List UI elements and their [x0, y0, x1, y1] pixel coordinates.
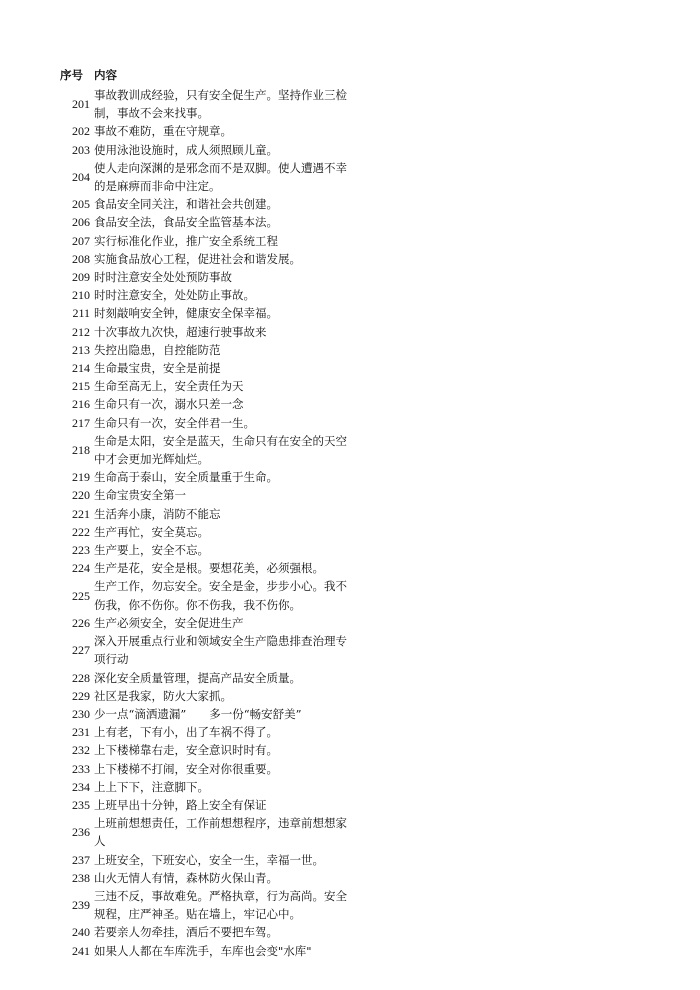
- row-content: 生产要上，安全不忘。: [94, 543, 209, 558]
- row-content: 山火无情人有情，森林防火保山青。: [94, 870, 278, 885]
- table-row: [60, 286, 350, 304]
- table-row: [60, 468, 350, 486]
- row-content: 实行标准化作业，推广安全系统工程: [94, 233, 278, 248]
- row-content: 上上下下，注意脚下。: [94, 779, 209, 794]
- row-number: 238: [72, 870, 90, 885]
- row-content: 少一点“滴洒遗漏” 多一份“畅安舒美”: [94, 706, 302, 721]
- table-row: [60, 159, 350, 195]
- row-content: 深化安全质量管理，提高产品安全质量。: [94, 670, 301, 685]
- row-number: 224: [72, 561, 90, 576]
- table-row: [60, 942, 350, 960]
- row-number: 204: [72, 169, 90, 184]
- row-number: 239: [72, 898, 90, 913]
- table-row: [60, 687, 350, 705]
- table-body: [60, 86, 350, 960]
- table-row: [60, 341, 350, 359]
- row-content: 生命最宝贵，安全是前提: [94, 361, 221, 376]
- row-number: 237: [72, 852, 90, 867]
- header-number: 序号: [60, 68, 83, 82]
- row-number: 206: [72, 215, 90, 230]
- row-number: 221: [72, 506, 90, 521]
- row-content: 失控出隐患，自控能防范: [94, 342, 221, 357]
- row-content: 生命至高无上，安全责任为天: [94, 379, 244, 394]
- row-number: 241: [72, 943, 90, 958]
- row-content: 食品安全同关注，和谐社会共创建。: [94, 197, 278, 212]
- row-number: 236: [72, 825, 90, 840]
- table-row: [60, 323, 350, 341]
- row-content: 生产是花，安全是根。要想花美，必须强根。: [94, 561, 324, 576]
- row-number: 226: [72, 615, 90, 630]
- row-number: 227: [72, 643, 90, 658]
- row-number: 207: [72, 233, 90, 248]
- table-row: [60, 359, 350, 377]
- table-row: [60, 887, 350, 923]
- row-number: 228: [72, 670, 90, 685]
- row-number: 230: [72, 706, 90, 721]
- row-number: 212: [72, 324, 90, 339]
- table-row: [60, 213, 350, 231]
- row-number: 225: [72, 588, 90, 603]
- table-row: [60, 778, 350, 796]
- row-content: 生命是太阳，安全是蓝天，生命只有在安全的天空中才会更加光辉灿烂。: [94, 433, 347, 467]
- row-content: 上下楼梯靠右走，安全意识时时有。: [94, 743, 278, 758]
- row-content: 时时注意安全，处处防止事故。: [94, 288, 255, 303]
- row-content: 上下楼梯不打闹，安全对你很重要。: [94, 761, 278, 776]
- table-row: [60, 869, 350, 887]
- table-row: [60, 923, 350, 941]
- table-row: [60, 559, 350, 577]
- table-row: [60, 669, 350, 687]
- row-content: 生命只有一次，溺水只差一念: [94, 397, 244, 412]
- row-content: 生产工作，勿忘安全。安全是金，步步小心。我不伤我，你不伤你。你不伤我，我不伤你。: [94, 579, 347, 612]
- row-number: 223: [72, 543, 90, 558]
- row-content: 使用泳池设施时，成人须照顾儿童。: [94, 142, 278, 157]
- slogan-table: [60, 66, 350, 960]
- row-number: 218: [72, 442, 90, 457]
- row-number: 214: [72, 361, 90, 376]
- row-content: 生活奔小康，消防不能忘: [94, 506, 221, 521]
- row-number: 233: [72, 761, 90, 776]
- table-row: [60, 268, 350, 286]
- row-content: 上班前想想责任，工作前想想程序，违章前想想家人: [94, 816, 347, 849]
- table-row: [60, 614, 350, 632]
- table-row: [60, 232, 350, 250]
- table-row: [60, 523, 350, 541]
- table-row: [60, 141, 350, 159]
- row-number: 201: [72, 97, 90, 112]
- table-row: [60, 395, 350, 413]
- table-row: [60, 851, 350, 869]
- row-number: 213: [72, 342, 90, 357]
- table-row: [60, 541, 350, 559]
- row-content: 事故不难防，重在守规章。: [94, 124, 232, 139]
- table-row: [60, 505, 350, 523]
- row-number: 231: [72, 725, 90, 740]
- row-number: 222: [72, 524, 90, 539]
- row-number: 209: [72, 270, 90, 285]
- table-row: [60, 486, 350, 504]
- row-content: 生命只有一次，安全伴君一生。: [94, 415, 255, 430]
- row-number: 234: [72, 779, 90, 794]
- row-number: 217: [72, 415, 90, 430]
- table-row: [60, 195, 350, 213]
- row-number: 211: [72, 306, 90, 321]
- table-row: [60, 814, 350, 850]
- table-row: [60, 796, 350, 814]
- row-number: 240: [72, 925, 90, 940]
- row-number: 235: [72, 797, 90, 812]
- row-content: 食品安全法，食品安全监管基本法。: [94, 215, 278, 230]
- row-content: 如果人人都在车库洗手，车库也会变"水库": [94, 943, 312, 958]
- table-row: [60, 741, 350, 759]
- row-content: 生命高于泰山，安全质量重于生命。: [94, 470, 278, 485]
- row-content: 使人走向深渊的是邪念而不是双脚。使人遭遇不幸的是麻痹而非命中注定。: [94, 160, 347, 194]
- row-content: 生产再忙，安全莫忘。: [94, 524, 209, 539]
- row-number: 215: [72, 379, 90, 394]
- table-row: [60, 377, 350, 395]
- row-number: 205: [72, 197, 90, 212]
- header-content: 内容: [94, 68, 117, 82]
- row-content: 生产必须安全，安全促进生产: [94, 615, 244, 630]
- row-number: 229: [72, 688, 90, 703]
- row-number: 219: [72, 470, 90, 485]
- row-number: 210: [72, 288, 90, 303]
- table-row: [60, 705, 350, 723]
- table-row: [60, 304, 350, 322]
- row-number: 232: [72, 743, 90, 758]
- table-row: [60, 577, 350, 613]
- row-content: 上有老，下有小，出了车祸不得了。: [94, 725, 278, 740]
- row-number: 220: [72, 488, 90, 503]
- row-content: 生命宝贵安全第一: [94, 488, 186, 503]
- row-content: 社区是我家，防火大家抓。: [94, 688, 232, 703]
- row-number: 216: [72, 397, 90, 412]
- row-content: 十次事故九次快，超速行驶事故来: [94, 324, 267, 339]
- row-content: 时时注意安全处处预防事故: [94, 270, 232, 285]
- table-row: [60, 122, 350, 140]
- table-row: [60, 432, 350, 468]
- table-row: [60, 86, 350, 122]
- row-content: 实施食品放心工程，促进社会和谐发展。: [94, 251, 301, 266]
- row-content: 上班早出十分钟，路上安全有保证: [94, 797, 267, 812]
- row-number: 202: [72, 124, 90, 139]
- row-number: 203: [72, 142, 90, 157]
- row-content: 若要亲人勿牵挂，酒后不要把车驾。: [94, 925, 278, 940]
- table-header: [60, 66, 350, 84]
- table-row: [60, 250, 350, 268]
- row-number: 208: [72, 251, 90, 266]
- row-content: 三违不反，事故难免。严格执章，行为高尚。安全规程，庄严神圣。贴在墙上，牢记心中。: [94, 888, 347, 922]
- table-row: [60, 414, 350, 432]
- row-content: 深入开展重点行业和领域安全生产隐患排查治理专项行动: [94, 634, 347, 667]
- table-row: [60, 723, 350, 741]
- row-content: 时刻敲响安全钟，健康安全保幸福。: [94, 306, 278, 321]
- table-row: [60, 760, 350, 778]
- table-row: [60, 632, 350, 668]
- row-content: 上班安全，下班安心，安全一生，幸福一世。: [94, 852, 324, 867]
- row-content: 事故教训成经验，只有安全促生产。坚持作业三检制，事故不会来找事。: [94, 88, 347, 121]
